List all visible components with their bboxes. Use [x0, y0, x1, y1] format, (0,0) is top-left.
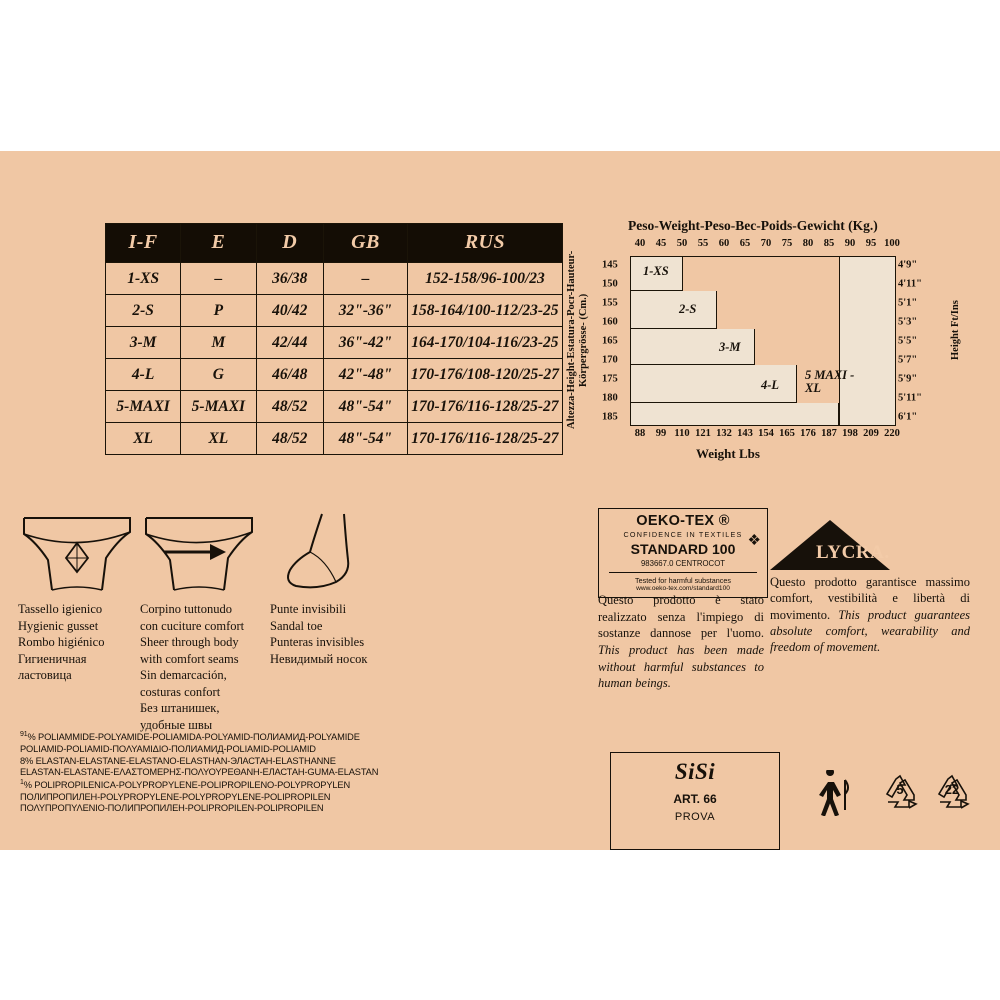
feature-line: Sheer through body: [140, 635, 239, 649]
x-tick-bottom: 176: [800, 428, 816, 439]
cell-size-d: 40/42: [256, 295, 324, 327]
x-tick-top: 60: [718, 238, 730, 249]
x-tick-bottom: 99: [655, 428, 667, 439]
feature-line: Невидимый носок: [270, 651, 368, 666]
zone-xl-column: [839, 257, 895, 425]
table-row: [106, 359, 563, 391]
x-tick-bottom: 209: [863, 428, 879, 439]
cell-size-rus: 170-176/108-120/25-27: [407, 359, 562, 391]
table-row: [106, 327, 563, 359]
x-tick-bottom: 121: [695, 428, 711, 439]
x-tick-bottom: 154: [758, 428, 774, 439]
fibre-composition: [20, 731, 420, 815]
zone-2s: [631, 291, 717, 329]
y-tick-left: 155: [602, 297, 618, 309]
x-tick-top: 80: [802, 238, 814, 249]
do-not-litter-icon: [812, 770, 854, 816]
feature-line: Tassello igienico: [18, 602, 103, 616]
x-tick-top: 90: [844, 238, 856, 249]
x-tick-top: 65: [739, 238, 751, 249]
cell-size-if: 5-MAXI: [106, 391, 181, 423]
oeko-tex-tested-text: Tested for harmful substances: [635, 576, 731, 585]
x-tick-top: 85: [823, 238, 835, 249]
composition-line: ELASTAN-ELASTANE-ΕΛΑΣΤΟΜΕΡΗΣ-ΠΟΛΥΟΥΡΕΘΑΝΗ-ЕЛАСТАН-GUMA-ELASTAN: [20, 767, 379, 778]
composition-line: 8% ELASTAN-ELASTANE-ELASTANO-ELASTHAN-ЭЛАСТАН-ELASTHANNE: [20, 755, 336, 766]
y-tick-right: 5'5": [898, 335, 918, 347]
cell-size-gb: –: [324, 263, 408, 295]
feature-line: Rombo higiénico: [18, 635, 105, 649]
x-tick-top: 55: [697, 238, 709, 249]
zone-label-3m: 3-M: [719, 340, 741, 354]
x-tick-bottom: 132: [716, 428, 732, 439]
y-tick-left: 160: [602, 316, 618, 328]
zone-5maxi: [631, 403, 839, 425]
cell-size-gb: 36"-42": [324, 327, 408, 359]
y-tick-left: 150: [602, 278, 618, 290]
cell-size-if: 3-M: [106, 327, 181, 359]
x-tick-bottom: 187: [821, 428, 837, 439]
lycra-text-english: This product guarantees absolute comfort, wearability and freedom of movement.: [770, 607, 970, 654]
hygienic-gusset-icon: [18, 512, 136, 592]
feature-line: Sin demarcación,: [140, 668, 227, 682]
feature-hygienic-gusset: [18, 512, 150, 684]
lycra-wordmark: LYCRA.: [816, 542, 890, 563]
feature-line: Corpino tuttonudo: [140, 602, 233, 616]
oeko-tex-description: [598, 592, 764, 692]
cell-size-gb: 42"-48": [324, 359, 408, 391]
feature-line: удобные швы: [140, 717, 213, 732]
cell-size-e: XL: [181, 423, 256, 455]
x-tick-top: 40: [634, 238, 646, 249]
y-tick-left: 175: [602, 373, 618, 385]
y-tick-right: 5'9": [898, 373, 918, 385]
cell-size-gb: 48"-54": [324, 423, 408, 455]
cell-size-d: 46/48: [256, 359, 324, 391]
x-tick-top: 75: [781, 238, 793, 249]
x-tick-top: 70: [760, 238, 772, 249]
column-header-e: E: [181, 224, 256, 263]
table-row: [106, 423, 563, 455]
table-row: [106, 391, 563, 423]
y-tick-right: 5'3": [898, 316, 918, 328]
cell-size-d: 48/52: [256, 423, 324, 455]
x-tick-top: 45: [655, 238, 667, 249]
cell-size-e: M: [181, 327, 256, 359]
zone-label-1xs: 1-XS: [643, 264, 669, 278]
table-row: [106, 295, 563, 327]
brand-block: [610, 752, 780, 850]
zone-label-2s: 2-S: [679, 302, 697, 316]
y-tick-right: 5'11": [898, 392, 922, 404]
brand-name: SiSi: [674, 759, 716, 784]
feature-line: Sandal toe: [270, 618, 323, 633]
cell-size-d: 48/52: [256, 391, 324, 423]
lycra-text-italian: Questo prodotto garantisce massimo comfort, vestibilità e libertà di movimento.: [770, 575, 970, 622]
x-tick-bottom: 143: [737, 428, 753, 439]
y-tick-right: 5'7": [898, 354, 918, 366]
feature-sandal-toe: [270, 512, 402, 667]
oeko-tex-certificate: [598, 508, 768, 598]
chart-plot-area: [630, 256, 896, 426]
oeko-tex-emblem-icon: ❖: [747, 533, 761, 549]
cell-size-gb: 32"-36": [324, 295, 408, 327]
composition-line: ПОЛИПРОПИЛЕН-POLYPROPYLENE-POLYPROPYLENE-POLIPROPILEN: [20, 791, 331, 802]
composition-percent-polyamide: 91: [20, 731, 28, 738]
feature-line: with comfort seams: [140, 651, 239, 666]
feature-hygienic-gusset-text: [18, 601, 150, 684]
size-selection-chart: [566, 218, 961, 468]
recycle-code-5: [880, 772, 920, 816]
composition-line: % POLIAMMIDE-POLYAMIDE-POLIAMIDA-POLYAMID-ПОЛИАМИД-POLYAMIDE: [27, 732, 360, 743]
brand-prova-label: PROVA: [674, 811, 716, 823]
cell-size-rus: 158-164/100-112/23-25: [407, 295, 562, 327]
y-tick-left: 170: [602, 354, 618, 366]
x-tick-bottom: 198: [842, 428, 858, 439]
zone-label-4l: 4-L: [761, 378, 780, 392]
lycra-block: [770, 520, 970, 655]
cell-size-rus: 170-176/116-128/25-27: [407, 423, 562, 455]
recycling-icons: [812, 770, 982, 830]
cell-size-e: G: [181, 359, 256, 391]
cell-size-rus: 170-176/116-128/25-27: [407, 391, 562, 423]
table-header-row: [106, 224, 563, 263]
y-tick-left: 185: [602, 411, 618, 423]
y-tick-right: 4'11": [898, 278, 922, 290]
feature-line: Гигиеничная: [18, 651, 87, 666]
cell-size-if: 2-S: [106, 295, 181, 327]
sandal-toe-icon: [270, 512, 388, 592]
chart-title: Peso-Weight-Peso-Bec-Poids-Gewicht (Kg.): [628, 218, 878, 233]
chart-ylabel-right: Height Ft/Ins: [949, 300, 961, 360]
oeko-tex-title: OEKO-TEX ®: [636, 513, 730, 529]
cell-size-gb: 48"-54": [324, 391, 408, 423]
feature-comfort-seams: [140, 512, 272, 733]
x-tick-bottom: 220: [884, 428, 900, 439]
y-tick-left: 145: [602, 259, 618, 271]
feature-line: Punteras invisibles: [270, 635, 365, 649]
recycle-code-number: 22: [944, 782, 960, 797]
cell-size-if: 1-XS: [106, 263, 181, 295]
y-tick-left: 180: [602, 392, 618, 404]
cell-size-d: 36/38: [256, 263, 324, 295]
chart-ylabel-left: Altezza-Height-Estatura-Pocr-Hauteur-Körpergrösse- (Cm.): [566, 250, 590, 430]
column-header-if: I-F: [106, 224, 181, 263]
feature-line: costuras confort: [140, 684, 221, 699]
cell-size-rus: 164-170/104-116/23-25: [407, 327, 562, 359]
column-header-gb: GB: [324, 224, 408, 263]
column-header-d: D: [256, 224, 324, 263]
cell-size-e: 5-MAXI: [181, 391, 256, 423]
composition-line: % POLIPROPILENICA-POLYPROPYLENE-POLIPROPILENO-POLYPROPYLEN: [23, 780, 351, 790]
x-tick-bottom: 165: [779, 428, 795, 439]
recycle-code-22: [932, 772, 972, 816]
x-tick-bottom: 88: [634, 428, 646, 439]
article-number: ART. 66: [673, 792, 717, 806]
composition-percent-polypropylene: 1: [20, 778, 24, 786]
y-tick-right: 5'1": [898, 297, 918, 309]
lycra-description: [770, 574, 970, 655]
feature-line: Hygienic gusset: [18, 618, 99, 633]
oeko-tex-url: www.oeko-tex.com/standard100: [636, 585, 730, 592]
x-tick-top: 95: [865, 238, 877, 249]
zone-label-5maxi-xl: 5 MAXI -XL: [805, 368, 855, 396]
composition-line: ΠΟΛΥΠΡΟΠΥΛΕΝΙΟ-ПОЛИПРОПИЛЕН-POLIPROPILEN-POLIPROPILEN: [20, 803, 324, 814]
oeko-tex-subtitle: CONFIDENCE IN TEXTILES: [623, 530, 743, 539]
oeko-tex-standard: STANDARD 100: [630, 541, 736, 557]
recycle-code-number: 5: [896, 782, 904, 797]
x-tick-top: 100: [884, 238, 900, 249]
y-tick-left: 165: [602, 335, 618, 347]
oeko-tex-certificate-number: 983667.0 CENTROCOT: [640, 559, 726, 568]
column-header-rus: RUS: [407, 224, 562, 263]
cell-size-e: P: [181, 295, 256, 327]
comfort-seams-icon: [140, 512, 258, 592]
oeko-text-italian: Questo prodotto è stato realizzato senza l'impiego di sostanze dannose per l'uomo.: [598, 593, 764, 641]
cell-size-e: –: [181, 263, 256, 295]
chart-xlabel: Weight Lbs: [696, 446, 760, 461]
feature-comfort-seams-text: [140, 601, 272, 733]
divider: [609, 572, 757, 573]
x-tick-top: 50: [676, 238, 688, 249]
lycra-logo: [770, 520, 966, 572]
feature-line: Punte invisibili: [270, 602, 347, 616]
composition-line: POLIAMID-POLIAMID-ΠΟΛΥΑΜΙΔΙΟ-ПОЛИАМИД-POLIAMID-POLIAMID: [20, 743, 316, 754]
feature-sandal-toe-text: [270, 601, 402, 667]
size-conversion-table: [105, 223, 563, 455]
feature-line: ластовица: [18, 668, 72, 682]
cell-size-if: XL: [106, 423, 181, 455]
cell-size-rus: 152-158/96-100/23: [407, 263, 562, 295]
cell-size-if: 4-L: [106, 359, 181, 391]
y-tick-right: 6'1": [898, 411, 918, 423]
feature-line: con cuciture comfort: [140, 618, 245, 633]
feature-line: Без штанишек,: [140, 701, 220, 715]
table-row: [106, 263, 563, 295]
cell-size-d: 42/44: [256, 327, 324, 359]
x-tick-bottom: 110: [674, 428, 690, 439]
oeko-text-english: This product has been made without harmful substances to human beings.: [598, 642, 764, 691]
y-tick-right: 4'9": [898, 259, 918, 271]
